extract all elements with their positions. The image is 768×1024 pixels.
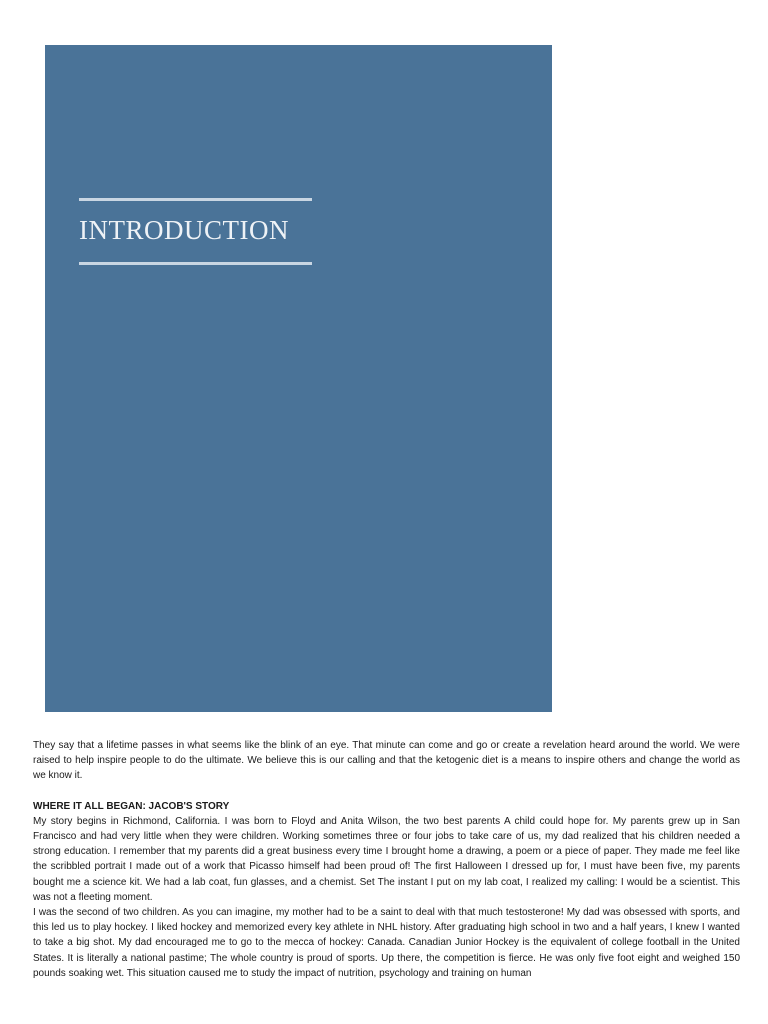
cover-panel	[45, 45, 552, 712]
section-heading: WHERE IT ALL BEGAN: JACOB'S STORY	[33, 800, 230, 812]
title-rule-bottom	[79, 262, 312, 265]
body-text	[33, 738, 740, 981]
chapter-title: INTRODUCTION	[79, 215, 289, 245]
title-rule-top	[79, 198, 312, 201]
story-paragraph-1: My story begins in Richmond, California. I was born to Floyd and Anita Wilson, the two best parents A child could hope for. My parents grew up in San Francisco and had very little when they were children. Working sometimes three or four jobs to take care of us, my dad realized that his children needed a strong education. I remember that my parents did a great business every time I brought home a drawing, a poem or a piece of paper. They made me feel like the scribbled portrait I made out of a work that Picasso himself had been proud of! The first Halloween I dressed up for, I must have been five, my parents bought me a science kit. We had a lab coat, fun glasses, and a chemist. Set The instant I put on my lab coat, I realized my calling: I would be a scientist. This was not a fleeting moment.	[33, 815, 740, 903]
story-paragraph-2: I was the second of two children. As you can imagine, my mother had to be a saint to deal with that much testosterone! My dad was obsessed with sports, and this led us to play hockey. I liked hockey and memorized every key athlete in NHL history. After graduating high school in two and a half years, I knew I wanted to take a big shot. My dad encouraged me to go to the mecca of hockey: Canada. Canadian Junior Hockey is the equivalent of college football in the United States. It is literally a national pastime; The whole country is proud of sports. Up there, the competition is fierce. He was only five foot eight and weighed 150 pounds soaking wet. This situation caused me to study the impact of nutrition, psychology and training on human	[33, 907, 740, 979]
intro-paragraph: They say that a lifetime passes in what seems like the blink of an eye. That minute can come and go or create a revelation heard around the world. We were raised to help inspire people to do the ultimate. We believe this is our calling and that the ketogenic diet is a means to inspire others and change the world as we know it.	[33, 740, 740, 782]
